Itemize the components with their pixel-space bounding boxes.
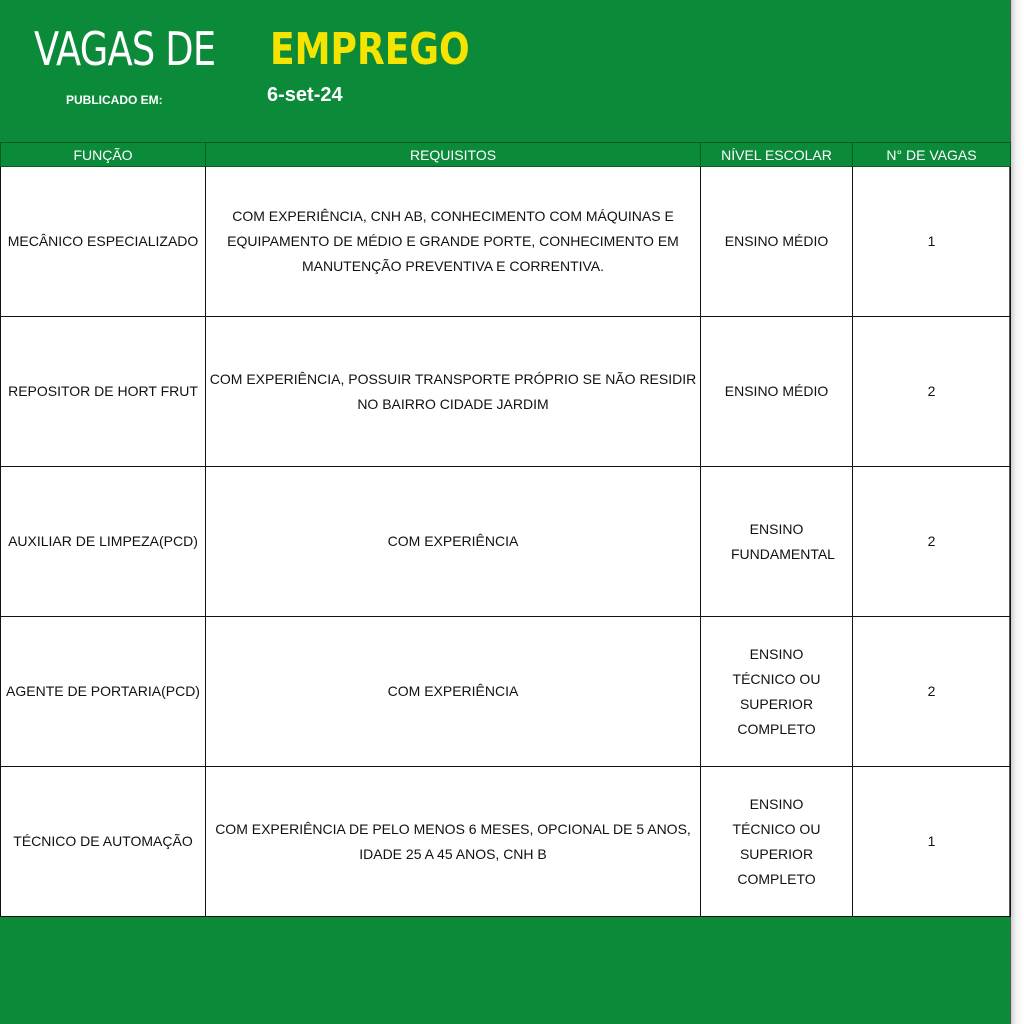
cell-nivel: ENSINO TÉCNICO OU SUPERIOR COMPLETO xyxy=(701,617,853,767)
column-header-nivel: NÍVEL ESCOLAR xyxy=(701,143,853,167)
cell-vagas: 2 xyxy=(853,467,1011,617)
cell-vagas: 1 xyxy=(853,167,1011,317)
table-row xyxy=(1,317,1011,467)
cell-funcao: AUXILIAR DE LIMPEZA(PCD) xyxy=(1,467,206,617)
page-edge xyxy=(1011,0,1024,1024)
table-row xyxy=(1,767,1011,917)
cell-vagas: 2 xyxy=(853,317,1011,467)
cell-funcao: MECÂNICO ESPECIALIZADO xyxy=(1,167,206,317)
jobs-table xyxy=(0,142,1011,917)
table-header-row xyxy=(1,143,1011,167)
column-header-vagas: N° DE VAGAS xyxy=(853,143,1011,167)
cell-requisitos: COM EXPERIÊNCIA, CNH AB, CONHECIMENTO COM MÁQUINAS E EQUIPAMENTO DE MÉDIO E GRANDE PORTE, CONHECIMENTO EM MANUTENÇÃO PREVENTIVA E CORRENTIVA. xyxy=(206,167,701,317)
title-emprego: EMPREGO xyxy=(270,24,470,75)
cell-requisitos: COM EXPERIÊNCIA xyxy=(206,467,701,617)
table-row xyxy=(1,617,1011,767)
cell-nivel: ENSINO FUNDAMENTAL xyxy=(701,467,853,617)
cell-vagas: 2 xyxy=(853,617,1011,767)
cell-vagas: 1 xyxy=(853,767,1011,917)
cell-requisitos: COM EXPERIÊNCIA xyxy=(206,617,701,767)
published-date: 6-set-24 xyxy=(267,84,343,106)
cell-nivel: ENSINO TÉCNICO OU SUPERIOR COMPLETO xyxy=(701,767,853,917)
column-header-requisitos: REQUISITOS xyxy=(206,143,701,167)
cell-requisitos: COM EXPERIÊNCIA DE PELO MENOS 6 MESES, OPCIONAL DE 5 ANOS, IDADE 25 A 45 ANOS, CNH B xyxy=(206,767,701,917)
cell-nivel: ENSINO MÉDIO xyxy=(701,317,853,467)
header-banner xyxy=(0,0,1010,142)
published-label: PUBLICADO EM: xyxy=(66,93,163,107)
title-vagas-de: VAGAS DE xyxy=(34,22,216,76)
table-row xyxy=(1,167,1011,317)
cell-funcao: TÉCNICO DE AUTOMAÇÃO xyxy=(1,767,206,917)
cell-requisitos: COM EXPERIÊNCIA, POSSUIR TRANSPORTE PRÓPRIO SE NÃO RESIDIR NO BAIRRO CIDADE JARDIM xyxy=(206,317,701,467)
cell-nivel: ENSINO MÉDIO xyxy=(701,167,853,317)
table-row xyxy=(1,467,1011,617)
column-header-funcao: FUNÇÃO xyxy=(1,143,206,167)
cell-funcao: AGENTE DE PORTARIA(PCD) xyxy=(1,617,206,767)
footer-banner xyxy=(0,917,1010,1024)
cell-funcao: REPOSITOR DE HORT FRUT xyxy=(1,317,206,467)
